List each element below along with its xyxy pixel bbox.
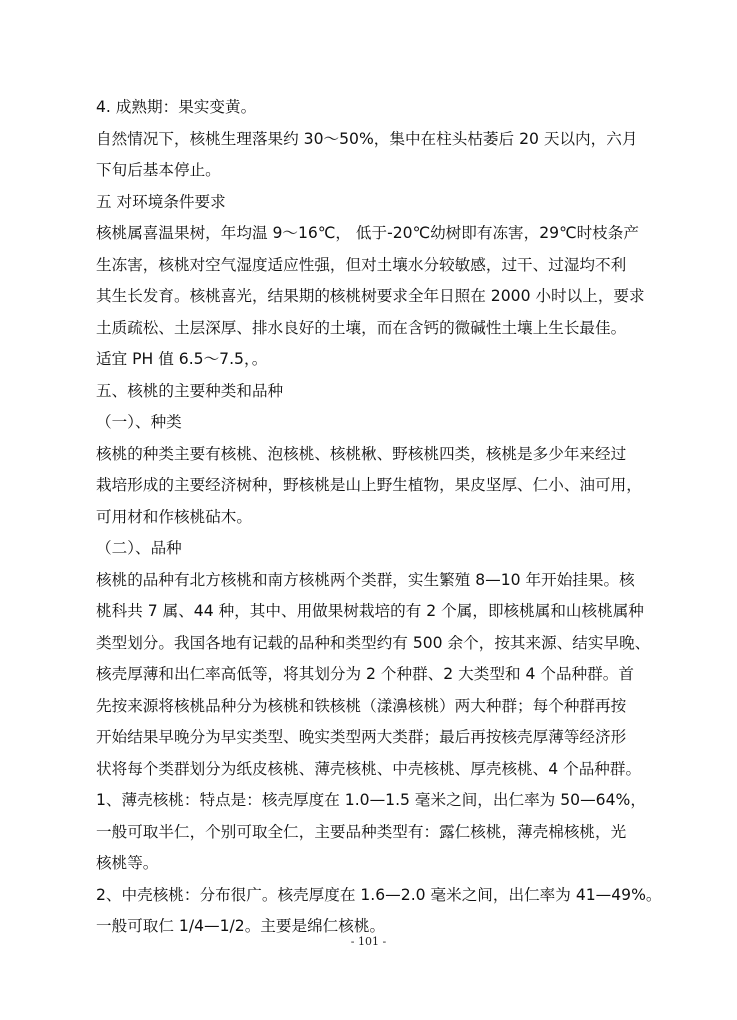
text-line: 一般可取仁 1/4—1/2。主要是绵仁核桃。 bbox=[96, 917, 386, 935]
text-line: 栽培形成的主要经济树种，野核桃是山上野生植物，果皮坚厚、仁小、油可用， bbox=[96, 476, 642, 494]
text-line: 类型划分。我国各地有记载的品种和类型约有 500 余个，按其来源、结实早晚、 bbox=[96, 633, 651, 652]
text-line: 1、薄壳核桃：特点是：核壳厚度在 1.0—1.5 毫米之间，出仁率为 50—64%， bbox=[96, 791, 646, 809]
text-line: 4. 成熟期：果实变黄。 bbox=[96, 98, 257, 116]
text-line: 生冻害，核桃对空气湿度适应性强，但对土壤水分较敏感，过干、过湿均不利 bbox=[96, 255, 627, 274]
text-line: 状将每个类群划分为纸皮核桃、薄壳核桃、中壳核桃、厚壳核桃、4 个品种群。 bbox=[96, 759, 642, 778]
section-heading: 五 对环境条件要求 bbox=[96, 192, 226, 211]
text-line: 核壳厚薄和出仁率高低等，将其划分为 2 个种群、2 大类型和 4 个品种群。首 bbox=[96, 665, 634, 683]
section-heading: 五、核桃的主要种类和品种 bbox=[96, 381, 284, 400]
text-line: 核桃等。 bbox=[96, 854, 159, 872]
subsection-heading: （一）、种类 bbox=[96, 413, 182, 431]
text-line: 土质疏松、土层深厚、排水良好的土壤，而在含钙的微碱性土壤上生长最佳。 bbox=[96, 318, 627, 337]
text-line: 核桃的品种有北方核桃和南方核桃两个类群，实生繁殖 8—10 年开始挂果。核 bbox=[96, 570, 635, 589]
text-line: 核桃属喜温果树，年均温 9～16℃， 低于-20℃幼树即有冻害，29℃时枝条产 bbox=[96, 224, 639, 242]
text-line: 下旬后基本停止。 bbox=[96, 161, 221, 179]
text-line: 可用材和作核桃砧木。 bbox=[96, 507, 252, 526]
text-line: 先按来源将核桃品种分为核桃和铁核桃（漾濞核桃）两大种群；每个种群再按 bbox=[96, 696, 627, 715]
document-body bbox=[96, 92, 670, 943]
text-line: 适宜 PH 值 6.5～7.5，。 bbox=[96, 350, 268, 368]
text-line: 一般可取半仁，个别可取全仁，主要品种类型有：露仁核桃，薄壳棉核桃，光 bbox=[96, 822, 627, 841]
text-line: 其生长发育。核桃喜光，结果期的核桃树要求全年日照在 2000 小时以上，要求 bbox=[96, 287, 645, 305]
text-line: 开始结果早晚分为早实类型、晚实类型两大类群；最后再按核壳厚薄等经济形 bbox=[96, 728, 627, 746]
text-line: 桃科共 7 属、44 种，其中、用做果树栽培的有 2 个属，即核桃属和山核桃属种 bbox=[96, 602, 644, 620]
text-line: 2、中壳核桃：分布很广。核壳厚度在 1.6—2.0 毫米之间，出仁率为 41—49%。 bbox=[96, 885, 662, 904]
subsection-heading: （二）、品种 bbox=[96, 539, 182, 557]
page-number: - 101 - bbox=[350, 935, 387, 948]
text-line: 自然情况下，核桃生理落果约 30～50%，集中在柱头枯萎后 20 天以内，六月 bbox=[96, 129, 638, 148]
text-line: 核桃的种类主要有核桃、泡核桃、核桃楸、野核桃四类，核桃是多少年来经过 bbox=[96, 444, 627, 463]
